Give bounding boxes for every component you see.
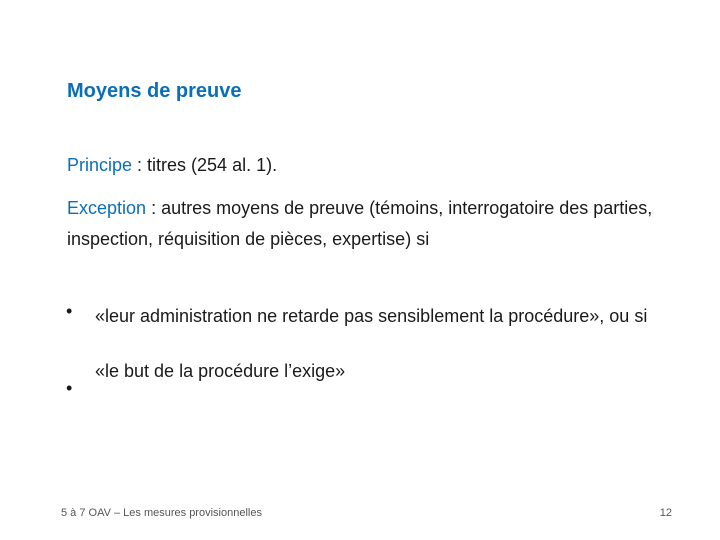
slide-title: Moyens de preuve — [67, 80, 242, 102]
principe-keyword: Principe — [67, 155, 133, 175]
bullet-marker: • — [66, 301, 73, 321]
bullet-item: «le but de la procédure l’exige» — [95, 361, 346, 381]
exception-paragraph — [67, 193, 667, 255]
page-number: 12 — [659, 507, 672, 519]
principe-text: : titres (254 al. 1). — [132, 155, 278, 175]
exception-text: : autres moyens de preuve (témoins, interrogatoire des parties, inspection, réquisition de pièces, expertise) si — [67, 198, 653, 249]
principe-paragraph — [67, 150, 667, 181]
exception-keyword: Exception — [67, 198, 147, 218]
bullet-item: «leur administration ne retarde pas sensiblement la procédure», ou si — [95, 306, 648, 326]
bullet-marker: • — [66, 378, 73, 398]
footer-title: 5 à 7 OAV – Les mesures provisionnelles — [61, 507, 262, 519]
